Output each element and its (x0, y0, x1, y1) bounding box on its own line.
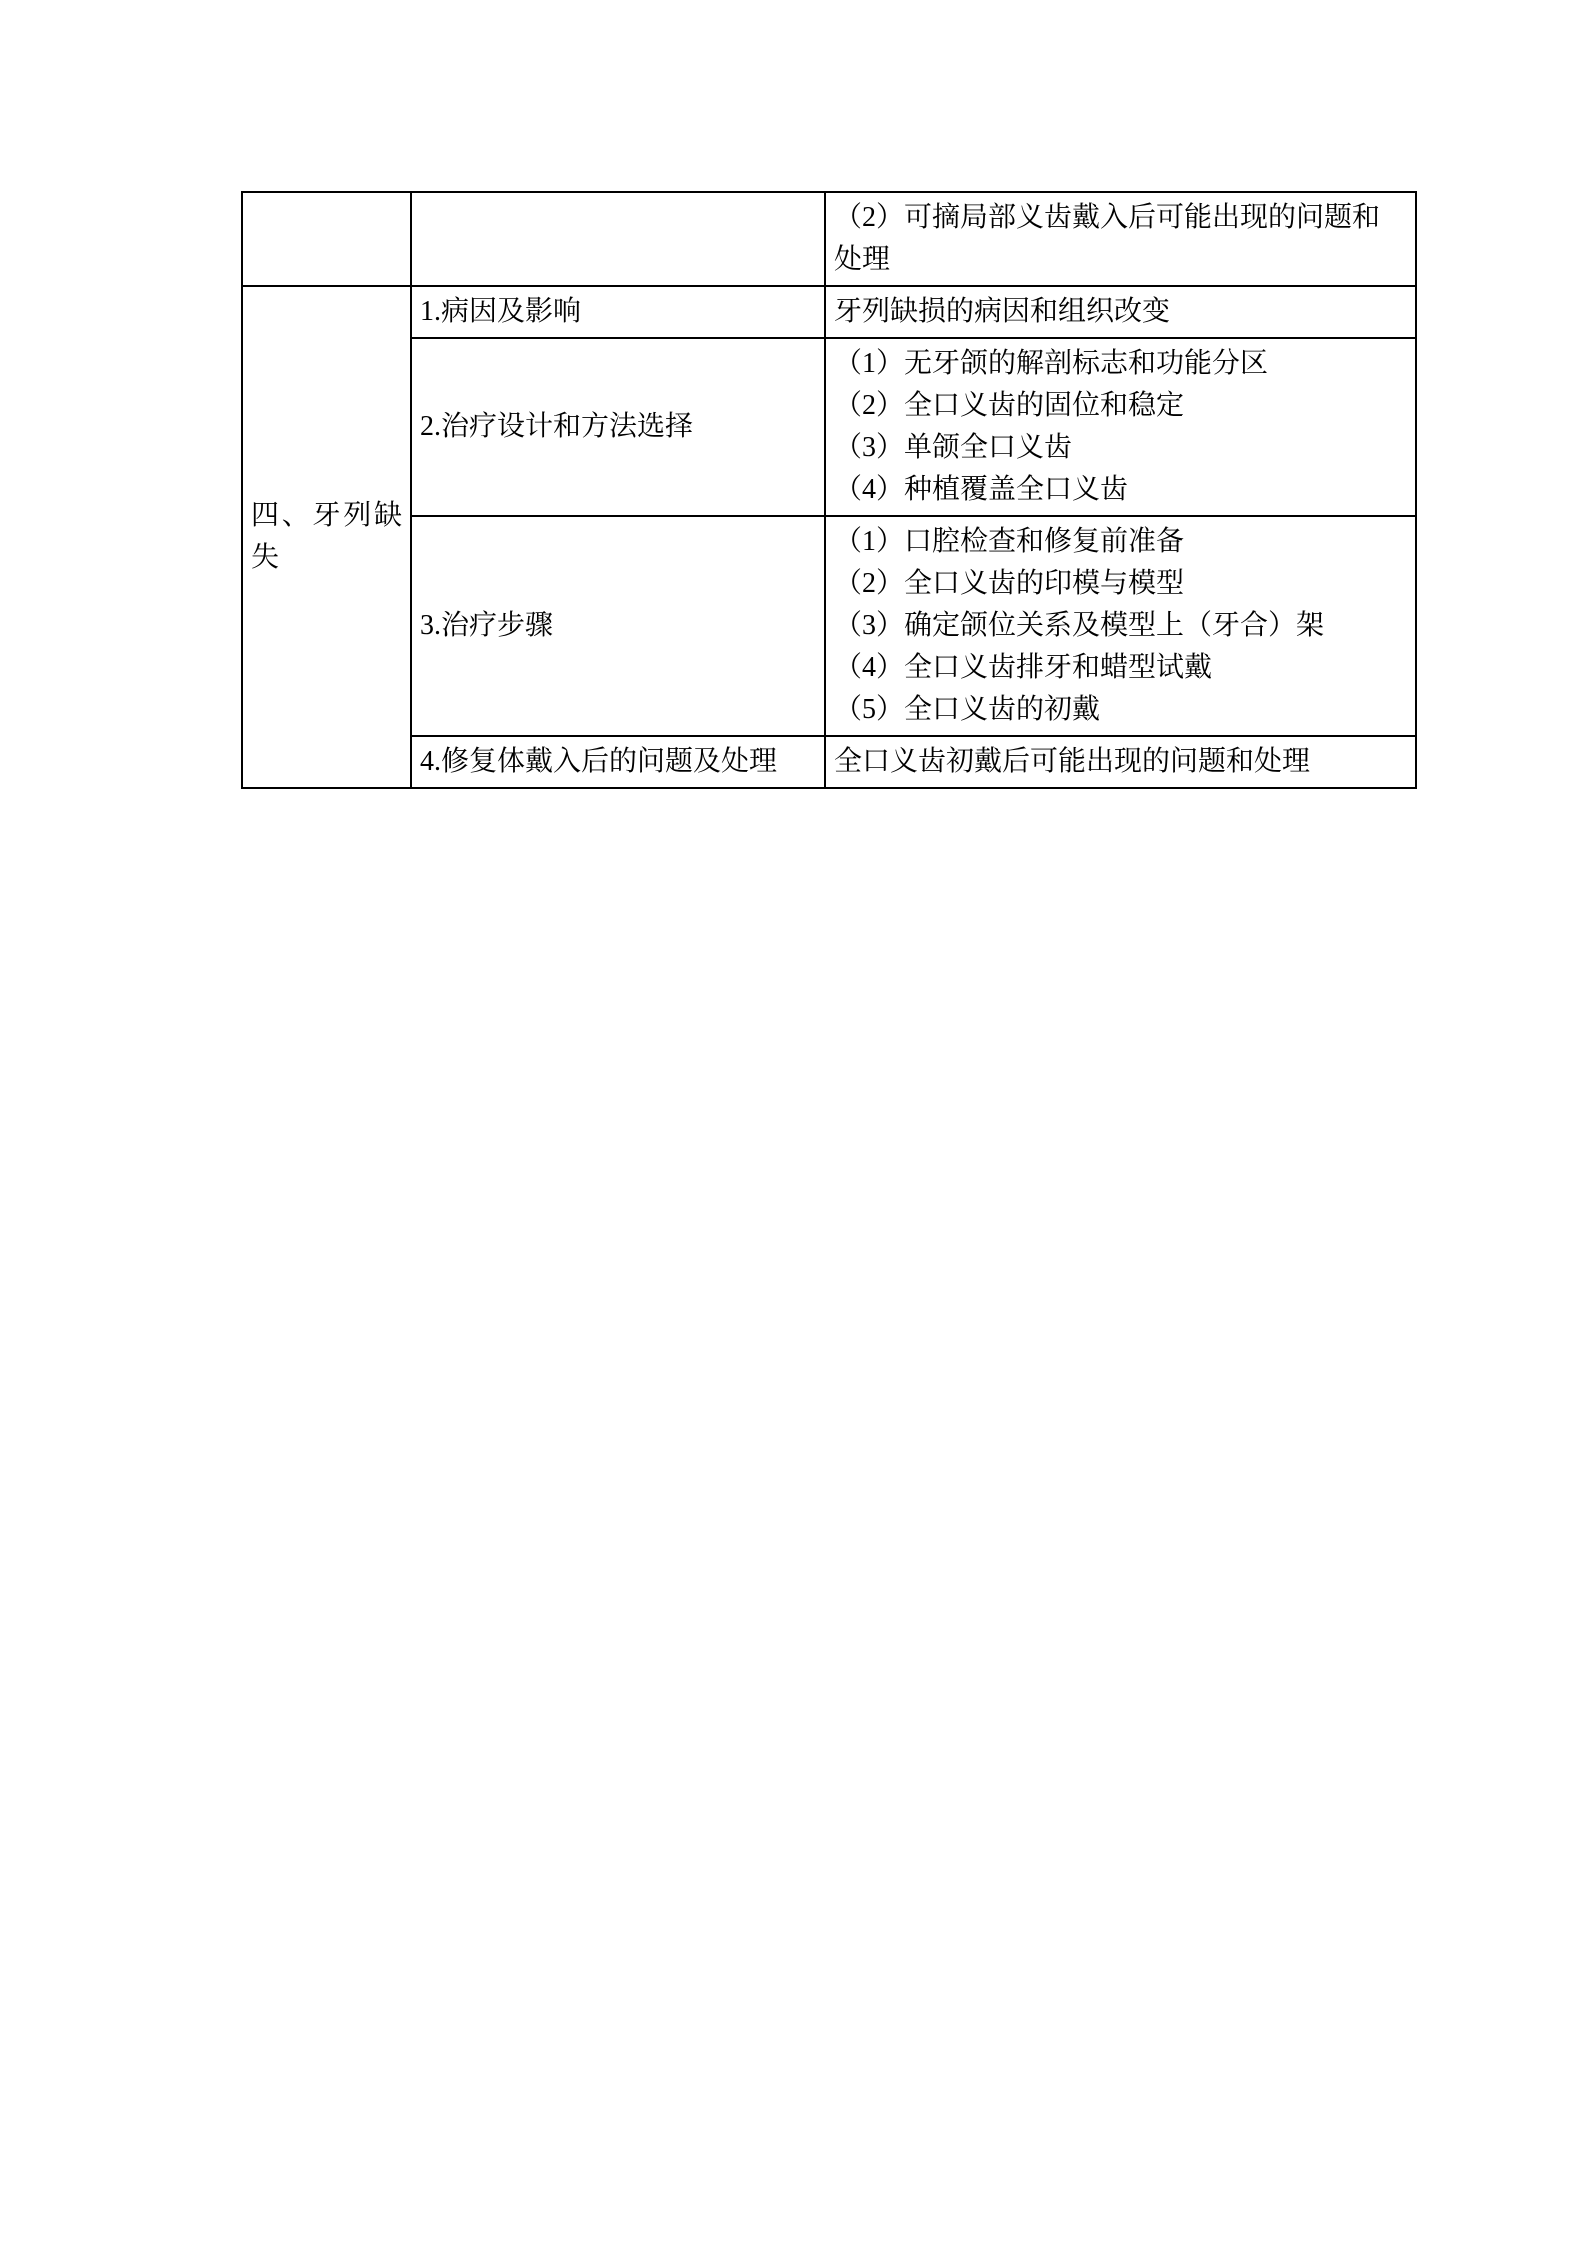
table-row (242, 736, 1416, 788)
detail-text: （2）全口义齿的印模与模型 (834, 568, 1185, 599)
topic-cell-empty (411, 192, 825, 286)
topic-text: 3.治疗步骤 (420, 610, 554, 641)
topic-text: 1.病因及影响 (420, 296, 582, 327)
detail-text: 全口义齿初戴后可能出现的问题和处理 (834, 746, 1311, 777)
topic-cell (411, 338, 825, 516)
detail-text: （2）全口义齿的固位和稳定 (834, 390, 1185, 421)
table-row (242, 338, 1416, 516)
detail-text: （4）全口义齿排牙和蜡型试戴 (834, 652, 1213, 683)
topic-text: 2.治疗设计和方法选择 (420, 411, 694, 442)
detail-text: （5）全口义齿的初戴 (834, 694, 1101, 725)
topic-cell (411, 736, 825, 788)
curriculum-table (241, 191, 1417, 789)
detail-text: （3）确定颌位关系及模型上（牙合）架 (834, 610, 1325, 641)
category-text: 四、牙列缺失 (251, 500, 402, 573)
detail-cell (825, 286, 1416, 338)
table-row (242, 192, 1416, 286)
category-cell-empty (242, 192, 411, 286)
detail-cell (825, 736, 1416, 788)
detail-text: （3）单颌全口义齿 (834, 432, 1073, 463)
table-row (242, 286, 1416, 338)
topic-cell (411, 286, 825, 338)
detail-text: （2）可摘局部义齿戴入后可能出现的问题和处理 (834, 202, 1381, 275)
topic-text: 4.修复体戴入后的问题及处理 (420, 746, 778, 777)
detail-cell (825, 516, 1416, 736)
topic-cell (411, 516, 825, 736)
table-row (242, 516, 1416, 736)
detail-cell (825, 338, 1416, 516)
detail-text: （1）口腔检查和修复前准备 (834, 526, 1185, 557)
detail-text: （1）无牙颌的解剖标志和功能分区 (834, 348, 1269, 379)
category-cell (242, 286, 411, 788)
detail-text: 牙列缺损的病因和组织改变 (834, 296, 1171, 327)
detail-cell (825, 192, 1416, 286)
detail-text: （4）种植覆盖全口义齿 (834, 474, 1129, 505)
